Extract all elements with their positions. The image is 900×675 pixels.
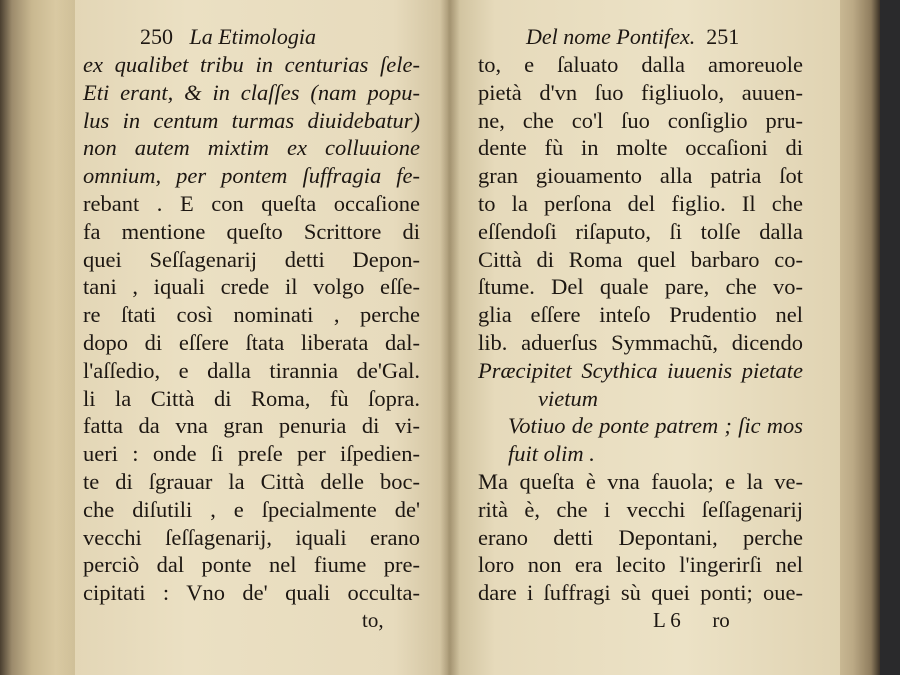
text-line: tani , iquali crede il volgo eſſe- [83, 274, 420, 300]
text-line: glia eſſere inteſo Prudentio nel [478, 302, 803, 328]
right-head-title: Del nome Pontifex. [526, 24, 696, 49]
text-line: te di ſgrauar la Città delle boc- [83, 468, 420, 494]
left-catchword: to, [362, 608, 384, 632]
text-line: ueri : onde ſi preſe per iſpedien- [83, 441, 420, 467]
left-page-text [83, 51, 420, 607]
text-line: rebant . E con queſta occaſione [83, 190, 420, 216]
text-line: omnium, per pontem ſuffragia fe- [83, 163, 420, 189]
text-line: erano detti Depontani, perche [478, 524, 803, 550]
left-page [75, 0, 450, 675]
book-gutter [440, 0, 460, 675]
text-line: re ſtati così nominati , perche [83, 302, 420, 328]
signature-mark: L 6 [653, 608, 681, 632]
right-page [448, 0, 840, 675]
book-edge-left [0, 0, 80, 675]
text-line: perciò dal ponte nel fiume pre- [83, 552, 420, 578]
text-line: to, e ſaluato dalla amoreuole [478, 52, 803, 77]
text-line: l'aſſedio, e dalla tirannia de'Gal. [83, 357, 420, 383]
text-line: fatta da vna gran penuria di vi- [83, 413, 420, 439]
text-line: che diſutili , e ſpecialmente de' [83, 496, 420, 522]
text-line: dopo di eſſere ſtata liberata dal- [83, 329, 420, 355]
text-line: to la perſona del figlio. Il che [478, 190, 803, 216]
text-line: vecchi ſeſſagenarij, iquali erano [83, 524, 420, 550]
left-running-head [140, 24, 316, 50]
text-line: Votiuo de ponte patrem ; ſic mos [508, 413, 803, 439]
right-footer [653, 608, 730, 633]
right-running-head [526, 24, 739, 50]
text-line: Eti erant, & in claſſes (nam popu- [83, 79, 420, 105]
right-catchword: ro [712, 608, 730, 632]
left-head-title: La Etimologia [189, 24, 317, 49]
text-line: ex qualibet tribu in centurias ſele- [83, 52, 420, 77]
text-line: lus in centum turmas diuidebatur) [83, 107, 420, 133]
text-line: li la Città di Roma, fù ſopra. [83, 385, 420, 411]
text-line: ſtume. Del quale pare, che vo- [478, 274, 803, 300]
text-line: pietà d'vn ſuo figliuolo, auuen- [478, 79, 803, 105]
text-line: lib. aduerſus Symmachũ, dicendo [478, 329, 803, 355]
text-line: eſſendoſi riſaputo, ſi tolſe dalla [478, 218, 803, 244]
left-page-number: 250 [140, 24, 173, 49]
text-line: gran giouamento alla patria ſot [478, 163, 803, 189]
text-line: non autem mixtim ex colluuione [83, 135, 420, 161]
text-line: Ma queſta è vna fauola; e la ve- [478, 468, 803, 494]
text-line: dare i ſuffragi sù quei ponti; oue- [478, 580, 803, 606]
text-line: quei Seſſagenarij detti Depon- [83, 246, 420, 272]
book-edge-right [835, 0, 880, 675]
right-page-number: 251 [706, 24, 740, 49]
text-line: Præcipitet Scythica iuuenis pietate [478, 357, 803, 383]
text-line: rità è, che i vecchi ſeſſagenarij [478, 496, 803, 522]
text-line: fuit olim . [508, 441, 595, 467]
right-page-text [478, 51, 803, 607]
text-line: Città di Roma quel barbaro co- [478, 246, 803, 272]
text-line: dente fù in molte occaſioni di [478, 135, 803, 161]
text-line: ne, che co'l ſuo conſiglio pru- [478, 107, 803, 133]
text-line: loro non era lecito l'ingerirſi nel [478, 552, 803, 578]
text-line: vietum [538, 385, 598, 411]
text-line: fa mentione queſto Scrittore di [83, 218, 420, 244]
text-line: cipitati : Vno de' quali occulta- [83, 580, 420, 606]
